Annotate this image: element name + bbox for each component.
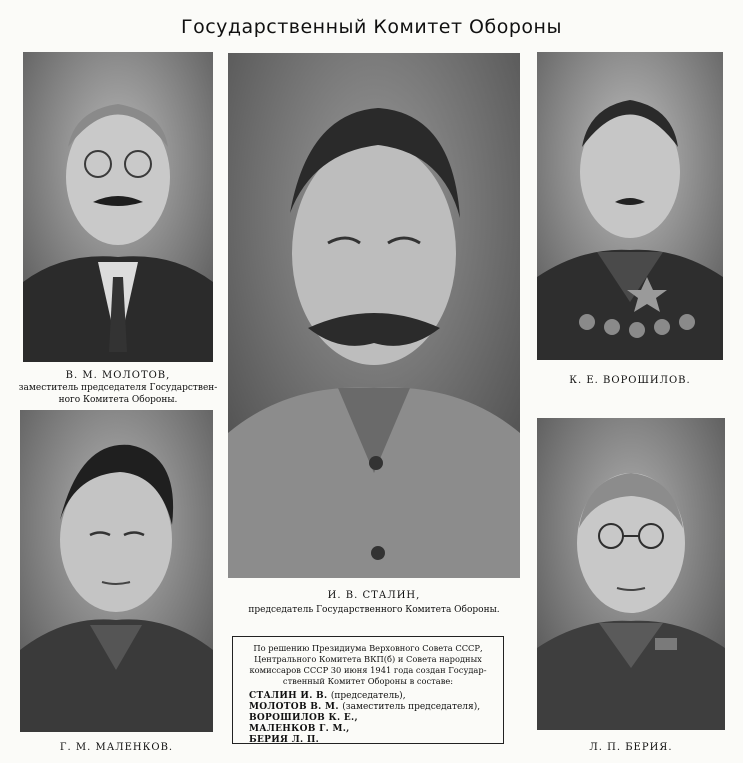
portrait-stalin [228,53,520,578]
member-item [249,735,495,746]
page-title: Государственный Комитет Обороны [181,16,562,38]
caption-molotov-name: В. М. МОЛОТОВ, [65,370,171,381]
caption-molotov-subtitle-2: ного Комитета Обороны. [58,395,178,405]
portrait-beria [537,418,725,730]
portrait-malenkov [20,410,213,732]
decree-notice [232,636,504,744]
committee-members [241,691,495,746]
caption-stalin-name: И. В. СТАЛИН, [327,590,421,601]
decree-line: комиссаров СССР 30 июня 1941 года создан Государ- [249,665,487,675]
member-name: МОЛОТОВ В. М. [249,702,339,712]
member-name: ВОРОШИЛОВ К. Е., [249,713,358,723]
member-name: СТАЛИН И. В. [249,691,328,701]
caption-voroshilov-name: К. Е. ВОРОШИЛОВ. [569,375,691,386]
portrait-molotov [23,52,213,362]
member-note: (заместитель председателя), [342,702,481,712]
member-item [249,713,495,724]
portrait-voroshilov [537,52,723,360]
caption-malenkov-name: Г. М. МАЛЕНКОВ. [59,742,174,753]
caption-stalin-subtitle: председатель Государственного Комитета Обороны. [248,605,500,615]
decree-line: Центрального Комитета ВКП(б) и Совета народных [254,654,482,664]
caption-molotov-subtitle-1: заместитель председателя Государствен- [18,383,218,393]
caption-beria-name: Л. П. БЕРИЯ. [589,742,673,753]
member-item [249,691,495,702]
member-name: БЕРИЯ Л. П. [249,735,320,745]
decree-line: По решению Президиума Верховного Совета СССР, [253,643,483,653]
decree-text [241,643,495,687]
decree-line: ственный Комитет Обороны в составе: [282,676,454,686]
member-item [249,702,495,713]
member-item [249,724,495,735]
member-name: МАЛЕНКОВ Г. М., [249,724,350,734]
member-note: (председатель), [330,691,406,701]
